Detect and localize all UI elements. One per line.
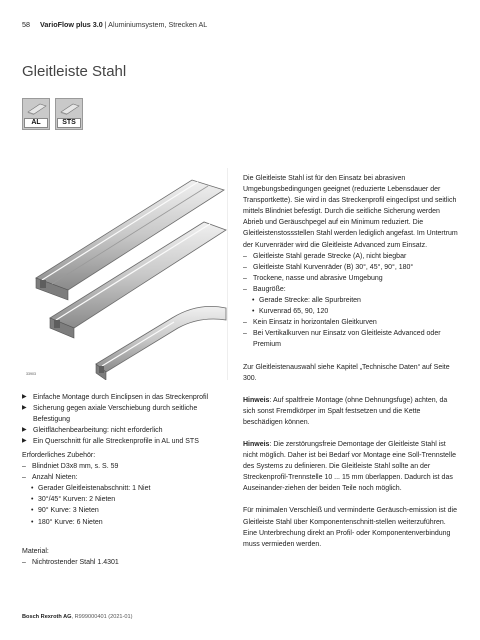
size-item: • Gerade Strecke: alle Spurbreiten	[243, 295, 461, 306]
material-block	[22, 546, 228, 568]
rivet-count-item: • Gerader Gleitleistenabschnitt: 1 Niet	[22, 483, 228, 494]
spec-item: – Baugröße:	[243, 284, 461, 295]
blind-rivet-item: – Blindniet D3x8 mm, s. S. 59	[22, 461, 228, 472]
section-name: | Aluminiumsystem, Strecken AL	[102, 20, 208, 29]
product-name: VarioFlow plus 3.0	[40, 20, 103, 29]
feature-item: ▶ Ein Querschnitt für alle Streckenprofile in AL und STS	[22, 436, 228, 447]
size-item: • Kurvenrad 65, 90, 120	[243, 306, 461, 317]
sts-profile-icon	[59, 102, 81, 116]
rivet-count-item: • 30°/45° Kurven: 2 Nieten	[22, 494, 228, 505]
hint-label: Hinweis	[243, 440, 270, 448]
figure-id: 33903	[26, 372, 36, 376]
rivet-count-item: • 90° Kurve: 3 Nieten	[22, 505, 228, 516]
hint-label: Hinweis	[243, 396, 270, 404]
hint-paragraph-2	[243, 439, 461, 494]
feature-item: ▶ Sicherung gegen axiale Verschiebung durch seitliche Befestigung	[22, 403, 228, 425]
page-title: Gleitleiste Stahl	[22, 63, 127, 80]
spec-item: – Gleitleiste Stahl gerade Strecke (A), nicht biegbar	[243, 251, 461, 262]
sts-badge	[55, 98, 83, 130]
feature-item: ▶ Einfache Montage durch Einclipsen in das Streckenprofil	[22, 392, 228, 403]
footer-brand: Bosch Rexroth AG	[22, 614, 72, 620]
accessories-heading: Erforderliches Zubehör:	[22, 452, 96, 459]
al-badge-label: AL	[24, 118, 48, 128]
sts-badge-label: STS	[57, 118, 81, 128]
spec-item: – Bei Vertikalkurven nur Einsatz von Gleitleiste Advanced oder Premium	[243, 328, 461, 350]
rivets-heading: – Anzahl Nieten:	[22, 472, 228, 483]
al-badge	[22, 98, 50, 130]
intro-paragraph: Die Gleitleiste Stahl ist für den Einsatz bei abrasiven Umgebungsbedingungen geeignet (reduzierte Lebensdauer der Transportkette). Sie wird in das Streckenprofil eingeclipst und seitlich mittels Blindniet befestigt. Durch die seitliche Sicherung werden Abrieb und Geräuschpegel auf ein Minimum reduziert. Die Gleitleistenstossstellen Stahl werden lediglich angefast. Im Untertrum der Kurvenräder wird die Gleitleiste Advanced zum Einsatz.	[243, 175, 458, 249]
accessories-block	[22, 450, 228, 528]
description-column	[243, 173, 461, 550]
spec-item: – Kein Einsatz in horizontalen Gleitkurven	[243, 317, 461, 328]
feature-item: ▶ Gleitflächenbearbeitung: nicht erforderlich	[22, 425, 228, 436]
page-header	[22, 20, 207, 29]
hint-text: : Auf spaltfreie Montage (ohne Dehnungsfuge) achten, da sich sonst Fremdkörper im Spalt festsetzen und die Kette beschädigen können.	[243, 396, 448, 426]
footer-doc-number: , R999000401 (2021-01)	[71, 614, 133, 620]
closing-paragraph: Für minimalen Verschleiß und verminderte Geräusch-emission ist die Gleitleiste Stahl über Komponentenschnitt-stellen weiterzuführen. Eine Unterbrechung direkt an Profil- oder Komponentenverbindung muss vermieden werden.	[243, 507, 457, 548]
feature-list	[22, 392, 228, 447]
hint-text: : Die zerstörungsfreie Demontage der Gleitleiste Stahl ist nicht möglich. Daher ist bei Bedarf vor Montage eine Soll-Trennstelle des Systems zu definieren. Die Gleitleiste Stahl sollte an der Streckenprofil-Trennstelle 10 ... 15 mm überlappen. Dadurch ist das Auseinander-ziehen der beiden Teile noch möglich.	[243, 440, 456, 493]
page-footer	[22, 614, 133, 620]
hint-paragraph-1	[243, 395, 461, 428]
spec-item: – Trockene, nasse und abrasive Umgebung	[243, 273, 461, 284]
slide-rail-illustration	[22, 168, 228, 380]
rivet-count-item: • 180° Kurve: 6 Nieten	[22, 517, 228, 528]
spec-item: – Gleitleiste Stahl Kurvenräder (B) 30°, 45°, 90°, 180°	[243, 262, 461, 273]
selection-note: Zur Gleitleistenauswahl siehe Kapitel „Technische Daten“ auf Seite 300.	[243, 363, 450, 382]
page-number: 58	[22, 20, 30, 29]
material-value: – Nichtrostender Stahl 1.4301	[22, 557, 228, 568]
product-figure	[22, 168, 228, 380]
material-heading: Material:	[22, 548, 49, 555]
al-profile-icon	[26, 102, 48, 116]
